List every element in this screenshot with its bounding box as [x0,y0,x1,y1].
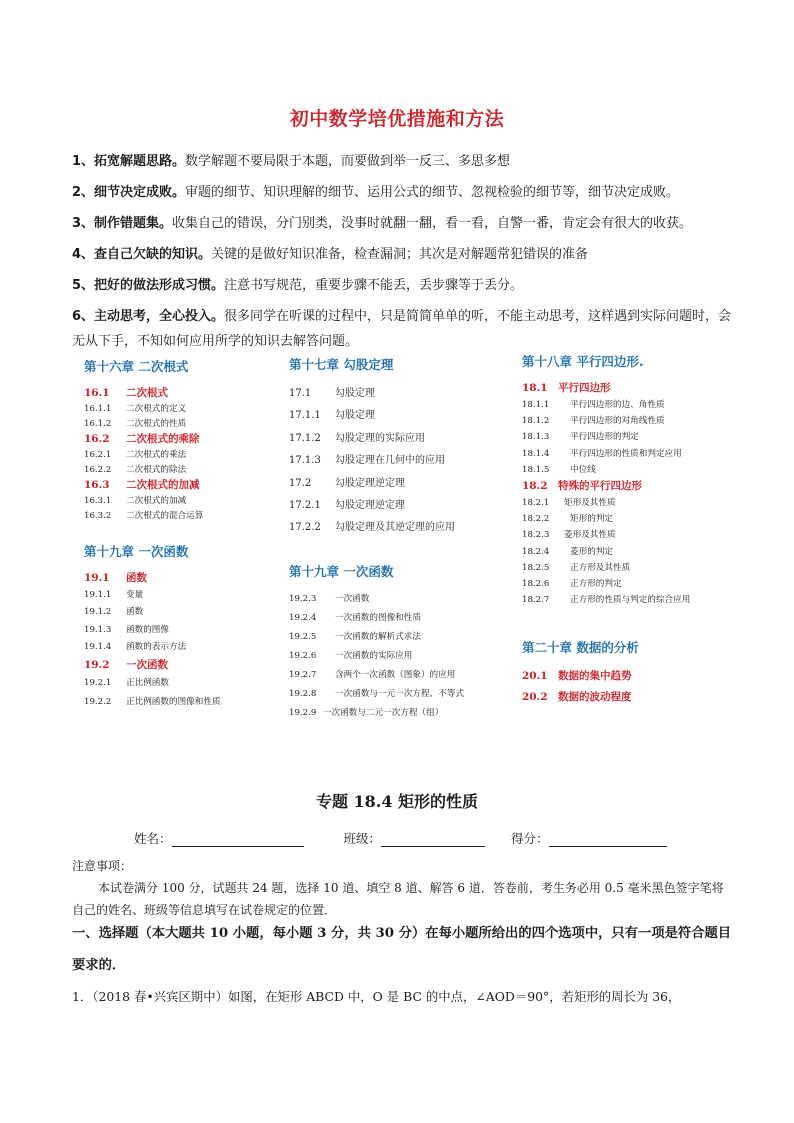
chapter-title: 第二十章 数据的分析 [522,640,639,656]
tip-heading: 3、制作错题集。 [72,216,173,231]
notice-text: 本试卷满分 100 分，试题共 24 题，选择 10 道、填空 8 道、解答 6 道．答卷前，考生务必用 0.5 毫米黑色签字笔将自己的姓名、班级等信息填写在试卷规定的位置． [72,881,724,917]
toc-entry: 18.2.2 矩形的判定 [522,514,613,525]
chapter-title: 第十六章 二次根式 [84,359,189,374]
toc-entry: 17.2.2 勾股定理及其逆定理的应用 [289,522,455,534]
toc-entry: 16.1.1 二次根式的定义 [84,404,187,414]
tip-text: 收集自己的错误，分门别类，没事时就翻一翻，看一看，自警一番，肯定会有很大的收获。 [172,216,693,231]
notice-block [72,855,732,921]
section-title: 20.1 数据的集中趋势 [522,670,632,683]
chapter-title: 第十九章 一次函数 [84,543,189,559]
toc-entry: 18.2.3 菱形及其性质 [522,530,616,541]
tip-item [72,239,732,270]
toc-column-1 [84,357,284,712]
question-1: 1．（2018 春•兴宾区期中）如图，在矩形 ABCD 中，O 是 BC 的中点，∠AOD＝90°，若矩形的周长为 36， [72,989,681,1004]
section-title: 19.1 函数 [84,571,147,584]
toc-entry: 18.1.3 平行四边形的判定 [522,432,639,443]
toc-entry: 18.1.5 中位线 [522,464,596,475]
chapter-title: 第十九章 一次函数 [289,564,394,579]
page-title: 初中数学培优措施和方法 [289,108,505,130]
notice-title: 注意事项： [72,859,133,873]
tip-heading: 1、拓宽解题思路。 [72,154,186,169]
tip-text: 很多同学在听课的过程中，只是简简单单的听，不能主动思考，这样遇到实际问题时，会无从下手，不知如何应用所学的知识去解答问题。 [72,309,732,349]
toc-entry: 19.2.6 一次函数的实际应用 [289,651,413,661]
tip-heading: 2、细节决定成败。 [72,185,186,200]
tip-item [72,146,732,177]
section-title: 19.2 一次函数 [84,658,168,671]
toc-entry: 17.2.1 勾股定理逆定理 [289,500,405,512]
toc-column-3 [522,352,732,708]
toc-entry: 18.1.2 平行四边形的对角线性质 [522,416,665,427]
score-field[interactable]: 得分： [511,829,667,847]
tip-text: 数学解题不要局限于本题，而要做到举一反三、多思多想 [185,154,511,169]
toc-entry: 18.1.1 平行四边形的边、角性质 [522,400,665,410]
tips-list [72,146,732,354]
toc-entry: 19.2.8 一次函数与一元一次方程、不等式 [289,689,464,699]
toc-entry: 17.1.3 勾股定理在几何中的应用 [289,455,445,467]
toc-entry: 17.1.1 勾股定理 [289,410,375,422]
toc-entry: 19.2.7 含两个一次函数（图象）的应用 [289,670,456,680]
toc-entry: 19.2.1 正比例函数 [84,677,169,688]
toc-entry: 18.2.5 正方形及其性质 [522,562,631,573]
toc-entry: 19.2.9 一次函数与二元一次方程（组） [289,708,444,718]
section-title: 20.2 数据的波动程度 [522,691,632,704]
section-title: 16.2 二次根式的乘除 [84,433,200,446]
toc-entry: 19.1.2 函数 [84,607,144,618]
section-title: 16.3 二次根式的加减 [84,479,200,492]
toc-entry: 17.1.2 勾股定理的实际应用 [289,432,425,444]
student-info-fields [134,829,667,847]
toc-entry: 17.1 勾股定理 [289,388,375,399]
toc-entry: 19.2.3 一次函数 [289,594,370,604]
section-heading: 一、选择题（本大题共 10 小题，每小题 3 分，共 30 分）在每小题所给出的四个选项中，只有一项是符合题目要求的． [72,926,732,973]
toc-entry: 19.2.4 一次函数的图像和性质 [289,613,421,623]
name-field[interactable]: 姓名： [134,829,304,847]
class-field[interactable]: 班级： [344,829,486,847]
toc-entry: 19.1.3 函数的图像 [84,624,169,635]
toc-entry: 18.2.6 正方形的判定 [522,579,622,590]
toc-entry: 16.2.1 二次根式的乘法 [84,450,187,461]
chapter-title: 第十八章 平行四边形. [522,354,644,369]
tip-heading: 6、主动思考，全心投入。 [72,309,225,324]
section-title: 18.2 特殊的平行四边形 [522,480,642,493]
toc-entry: 18.2.7 正方形的性质与判定的综合应用 [522,595,691,606]
toc-entry: 16.1.2 二次根式的性质 [84,418,187,429]
toc-entry: 16.2.2 二次根式的除法 [84,464,187,475]
toc-column-2b [289,562,519,723]
toc-entry: 18.2.1 矩形及其性质 [522,498,616,509]
tip-text: 审题的细节、知识理解的细节、运用公式的细节、忽视检验的细节等，细节决定成败。 [185,185,680,200]
tip-text: 关键的是做好知识准备，检查漏洞；其次是对解题常犯错误的准备 [211,247,589,262]
toc-entry: 18.1.4 平行四边形的性质和判定应用 [522,448,682,459]
toc-entry: 19.2.5 一次函数的解析式求法 [289,632,421,642]
tip-item [72,304,732,354]
toc-entry: 17.2 勾股定理逆定理 [289,477,405,489]
section-title: 18.1 平行四边形 [522,382,611,394]
tip-text: 注意书写规范，重要步骤不能丢，丢步骤等于丢分。 [224,278,524,293]
toc-column-2 [289,355,514,540]
tip-heading: 4、查自己欠缺的知识。 [72,247,212,262]
toc-entry: 19.1.1 变量 [84,589,144,600]
toc-entry: 16.3.2 二次根式的混合运算 [84,510,204,521]
tip-heading: 5、把好的做法形成习惯。 [72,278,225,293]
toc-entry: 16.3.1 二次根式的加减 [84,496,187,507]
toc-entry: 19.1.4 函数的表示方法 [84,642,187,653]
document-title: 专题 18.4 矩形的性质 [315,792,479,811]
chapter-title: 第十七章 勾股定理 [289,357,394,372]
tip-item [72,270,732,301]
toc-entry: 18.2.4 菱形的判定 [522,546,613,557]
tip-item [72,208,732,239]
toc-entry: 19.2.2 正比例函数的图像和性质 [84,696,221,707]
tip-item [72,177,732,208]
section-title: 16.1 二次根式 [84,387,168,399]
